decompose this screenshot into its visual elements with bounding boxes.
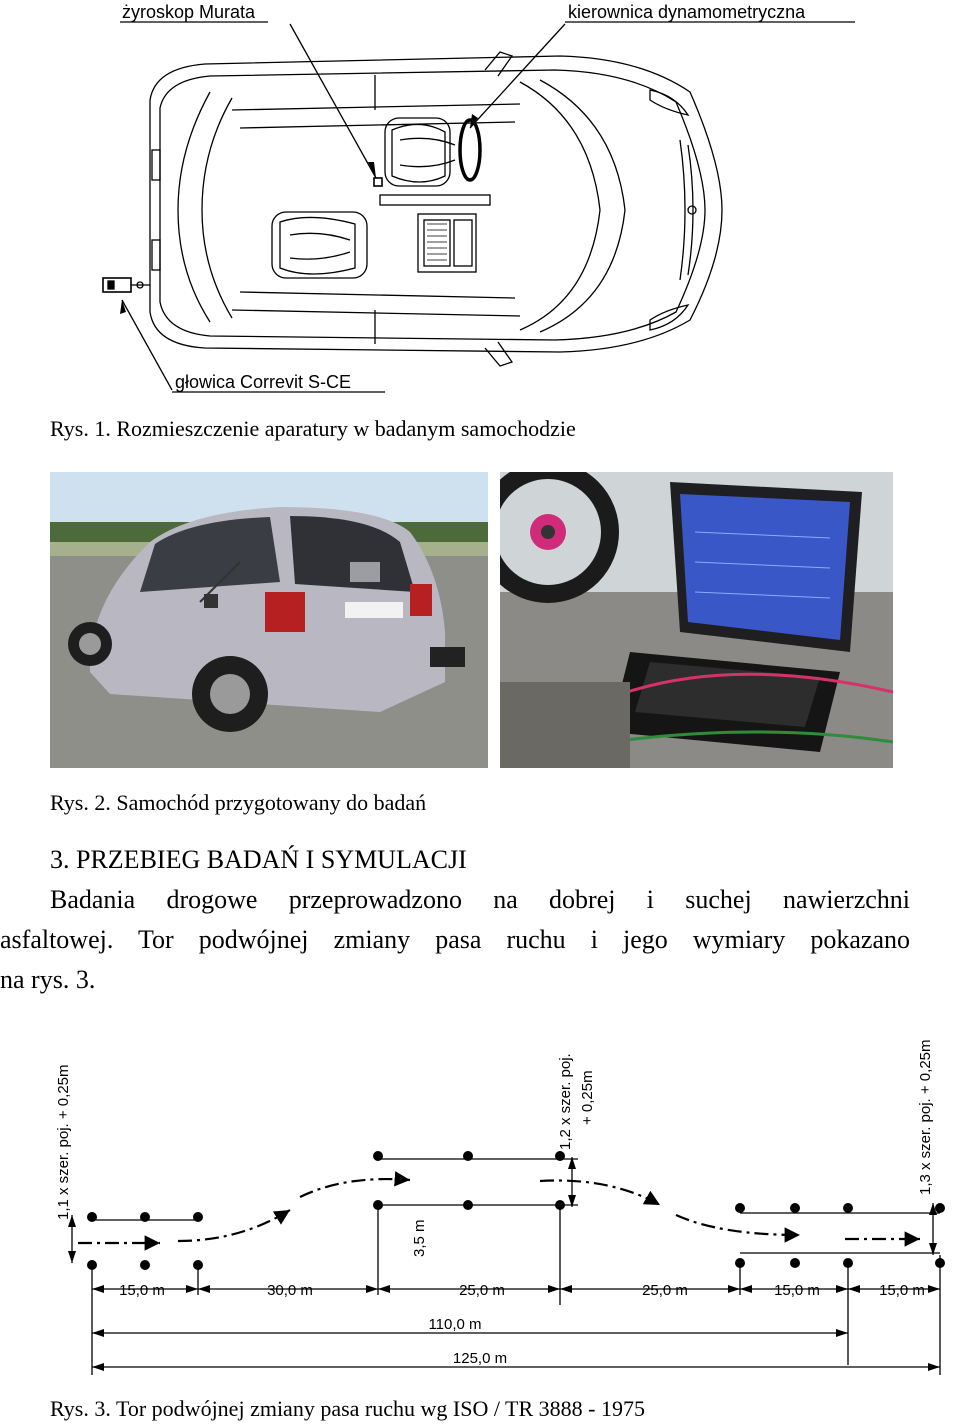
- figure1-caption: Rys. 1. Rozmieszczenie aparatury w badanym samochodzie: [50, 416, 576, 441]
- section-heading: 3. PRZEBIEG BADAŃ I SYMULACJI: [50, 845, 467, 874]
- paragraph-line-3: na rys. 3.: [0, 965, 96, 994]
- label-width-lane3: 1,3 x szer. poj. + 0,25m: [917, 1039, 934, 1195]
- total-label: 125,0 m: [452, 1350, 508, 1367]
- photo-test-car: [50, 472, 488, 768]
- figure3-caption: Rys. 3. Tor podwójnej zmiany pasa ruchu wg ISO / TR 3888 - 1975: [50, 1396, 645, 1421]
- paragraph-line-1: Badania drogowe przeprowadzono na dobrej i suchej nawierzchni: [50, 885, 910, 914]
- figure3-track-diagram: [0, 1005, 960, 1395]
- segment-label: 25,0 m: [459, 1282, 505, 1299]
- label-width-lane2b: + 0,25m: [579, 1070, 596, 1125]
- figure2-caption: Rys. 2. Samochód przygotowany do badań: [50, 790, 427, 815]
- section-paragraph: [0, 880, 910, 1000]
- paragraph-line-2: asfaltowej. Tor podwójnej zmiany pasa ruchu i jego wymiary pokazano: [0, 925, 910, 954]
- segment-label: 25,0 m: [642, 1282, 688, 1299]
- label-gyroscope: żyroskop Murata: [122, 2, 256, 22]
- segment-label: 15,0 m: [774, 1282, 820, 1299]
- photo-laptop-interior: [500, 472, 893, 768]
- label-offset: 3,5 m: [411, 1219, 428, 1257]
- label-width-lane1: 1,1 x szer. poj. + 0,25m: [55, 1064, 72, 1220]
- label-steering-wheel: kierownica dynamometryczna: [568, 2, 806, 22]
- label-correvit-head: głowica Correvit S-CE: [175, 372, 352, 392]
- figure1-car-layout: [0, 0, 960, 400]
- label-width-lane2a: 1,2 x szer. poj.: [557, 1053, 574, 1150]
- segment-label: 30,0 m: [267, 1282, 313, 1299]
- total-inner-label: 110,0 m: [428, 1316, 482, 1333]
- segment-label: 15,0 m: [119, 1282, 165, 1299]
- segment-label: 15,0 m: [879, 1282, 925, 1299]
